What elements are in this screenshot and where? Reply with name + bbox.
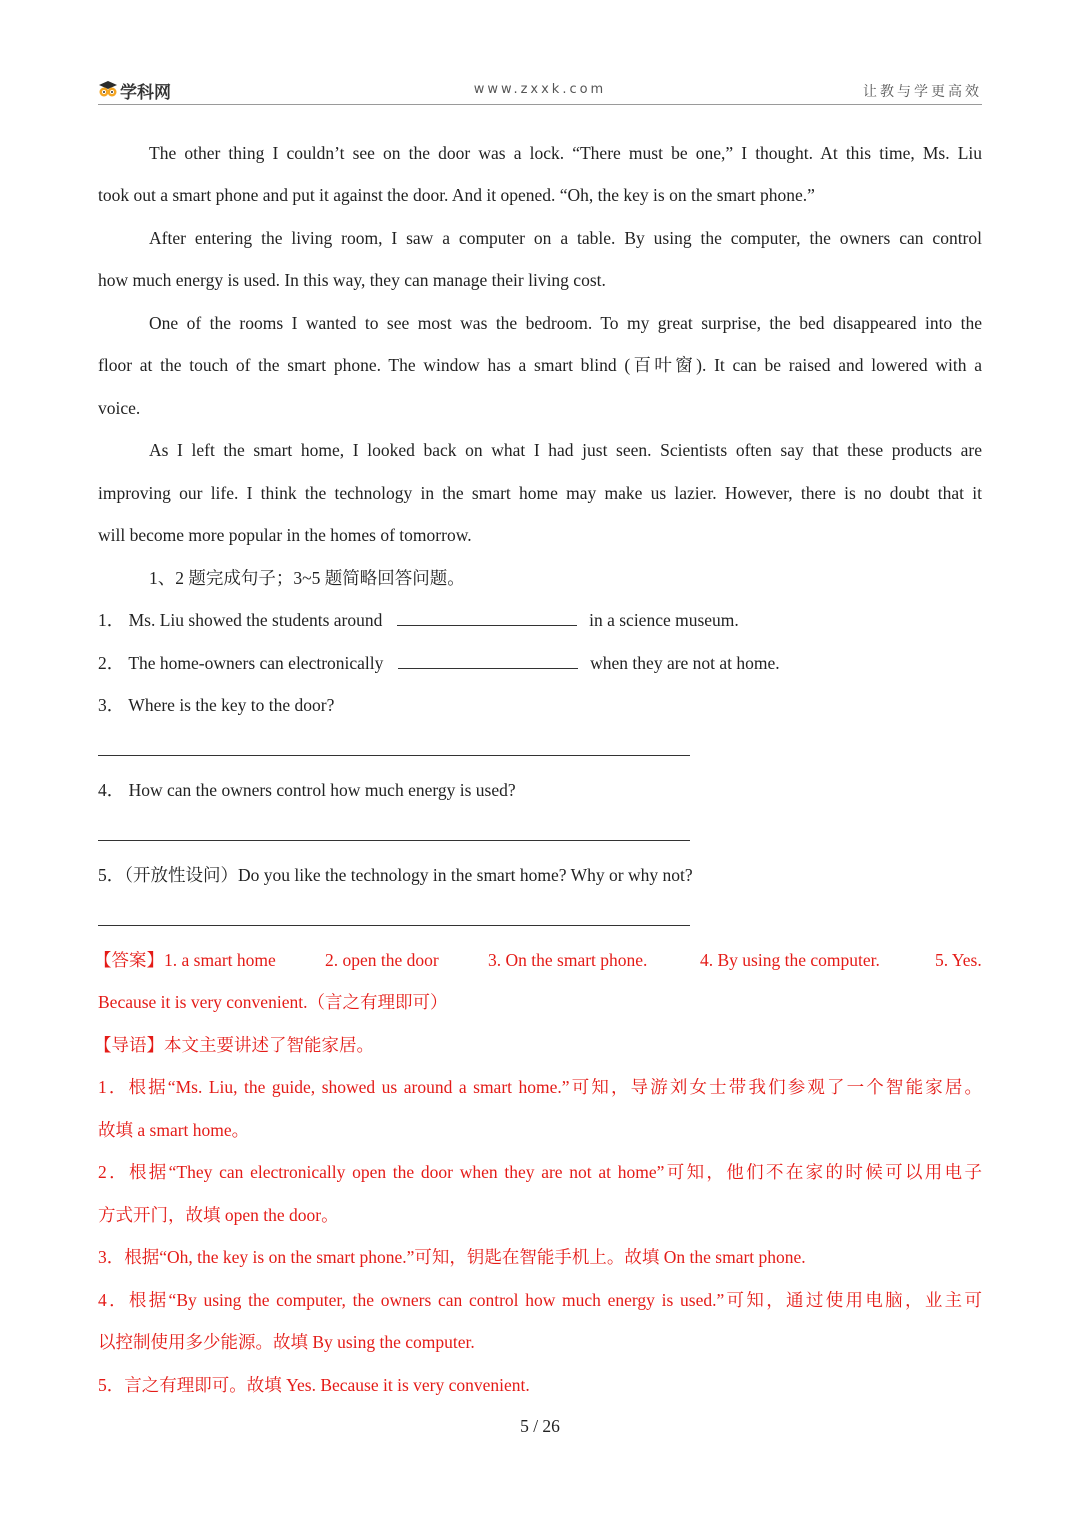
question-text: in a science museum. (589, 610, 739, 630)
question-text: The home-owners can electronically (128, 653, 384, 673)
answer-continued: Because it is very convenient.（言之有理即可） (98, 992, 448, 1012)
question-2 (98, 651, 982, 675)
question-3: 3． Where is the key to the door? (98, 695, 335, 715)
explanation-line: 4．根据“By using the computer, the owners can control how much energy is used.”可知，通过使用电脑，业主可 (98, 1290, 982, 1310)
answer-line[interactable] (98, 840, 690, 841)
answer-4: 4. By using the computer. (700, 950, 880, 970)
answer-blank[interactable] (397, 609, 577, 626)
logo-text: 学科网 (120, 82, 171, 103)
passage-line: After entering the living room, I saw a computer on a table. By using the computer, the owners can control (149, 228, 982, 248)
instructions: 1、2 题完成句子；3~5 题简略回答问题。 (149, 568, 465, 588)
question-text: when they are not at home. (590, 653, 780, 673)
passage-line: how much energy is used. In this way, they can manage their living cost. (98, 270, 606, 290)
explanation-line: 方式开门，故填 open the door。 (98, 1205, 339, 1225)
question-number: 1． (98, 610, 125, 630)
question-4: 4． How can the owners control how much energy is used? (98, 780, 516, 800)
answer-label: 【答案】 (94, 950, 164, 970)
passage-line: As I left the smart home, I looked back on what I had just seen. Scientists often say that these products are (149, 440, 982, 460)
answer-line[interactable] (98, 925, 690, 926)
guide-label: 【导语】 (94, 1035, 164, 1055)
answer-5: 5. Yes. (935, 950, 982, 970)
page-number: 5 / 26 (520, 1416, 560, 1436)
explanation-line: 以控制使用多少能源。故填 By using the computer. (98, 1332, 475, 1352)
explanation-line: 1．根据“Ms. Liu, the guide, showed us around a smart home.”可知，导游刘女士带我们参观了一个智能家居。 (98, 1077, 982, 1097)
passage-line: floor at the touch of the smart phone. The window has a smart blind (百叶窗). It can be raised and lowered with a (98, 355, 982, 375)
passage-line: will become more popular in the homes of tomorrow. (98, 525, 472, 545)
question-number: 2． (98, 653, 125, 673)
passage-line: improving our life. I think the technology in the smart home may make us lazier. However, there is no doubt that it (98, 483, 982, 503)
explanation-line: 3．根据“Oh, the key is on the smart phone.”可知，钥匙在智能手机上。故填 On the smart phone. (98, 1247, 806, 1267)
page-header (98, 76, 982, 105)
answer-2: 2. open the door (325, 950, 439, 970)
explanation-line: 5．言之有理即可。故填 Yes. Because it is very convenient. (98, 1375, 530, 1395)
explanation-line: 2．根据“They can electronically open the door when they are not at home”可知，他们不在家的时候可以用电子 (98, 1162, 982, 1182)
explanation-line: 故填 a smart home。 (98, 1120, 250, 1140)
answer-1: 1. a smart home (164, 950, 276, 970)
question-5: 5．（开放性设问）Do you like the technology in the smart home? Why or why not? (98, 865, 693, 885)
passage-line: took out a smart phone and put it against the door. And it opened. “Oh, the key is on the smart phone.” (98, 185, 815, 205)
answer-label-row (94, 948, 276, 972)
question-text: Ms. Liu showed the students around (128, 610, 383, 630)
site-url: www.zxxk.com (473, 82, 607, 97)
question-1 (98, 608, 982, 632)
answer-3: 3. On the smart phone. (488, 950, 648, 970)
passage-line: One of the rooms I wanted to see most was the bedroom. To my great surprise, the bed disappeared into the (149, 313, 982, 333)
header-slogan: 让教与学更高效 (863, 84, 982, 100)
guide (94, 1033, 982, 1057)
passage-line: voice. (98, 398, 141, 418)
guide-text: 本文主要讲述了智能家居。 (164, 1035, 374, 1055)
passage-line: The other thing I couldn’t see on the door was a lock. “There must be one,” I thought. At this time, Ms. Liu (149, 143, 982, 163)
answer-line[interactable] (98, 755, 690, 756)
answer-blank[interactable] (398, 652, 578, 669)
